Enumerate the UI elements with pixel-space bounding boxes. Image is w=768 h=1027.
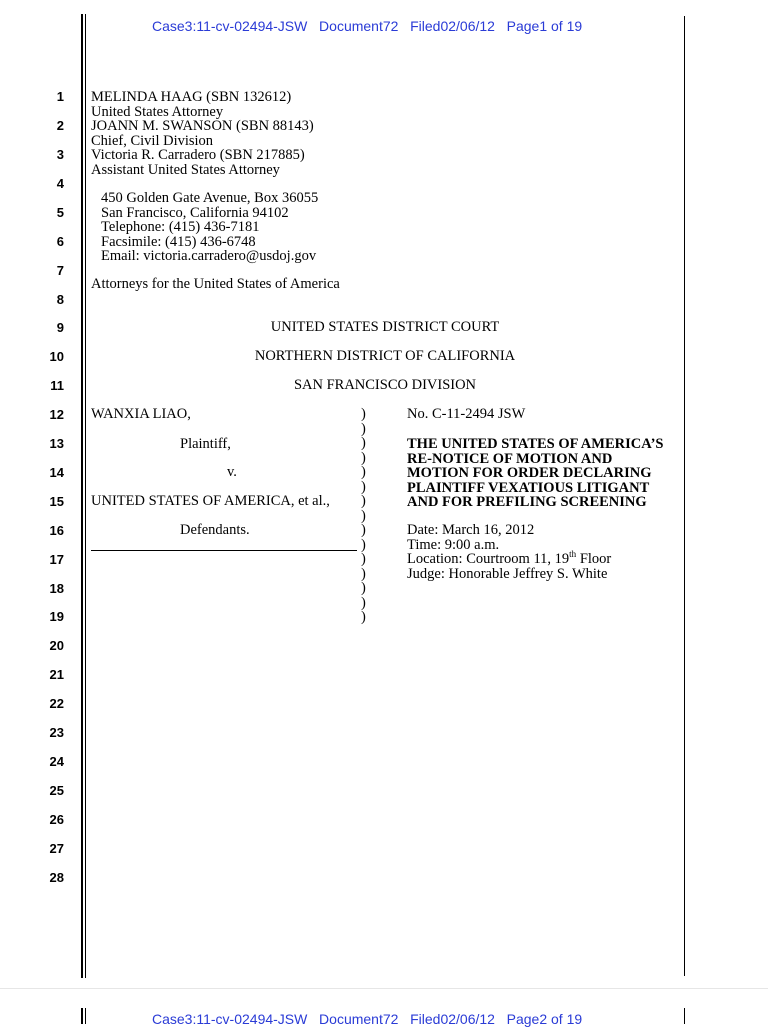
line-number: 3 <box>56 147 64 162</box>
paren: ) <box>361 594 366 611</box>
motion-title <box>407 437 663 510</box>
address-line: Telephone: (415) 436-7181 <box>101 219 260 235</box>
hearing-info <box>407 523 611 581</box>
right-margin-rule <box>684 16 685 976</box>
page-count-header: Page1 of 19 <box>506 18 583 34</box>
attorney-line: Victoria R. Carradero (SBN 217885) <box>91 147 305 163</box>
address-line: Facsimile: (415) 436-6748 <box>101 233 256 250</box>
attorney-line: Chief, Civil Division <box>91 132 214 149</box>
defendant-label: Defendants. <box>180 522 250 538</box>
motion-title-line: THE UNITED STATES OF AMERICA’S <box>407 436 664 452</box>
page2-page-count-header: Page2 of 19 <box>506 1011 583 1027</box>
case-number-header: Case3:11-cv-02494-JSW <box>152 18 308 34</box>
court-district: NORTHERN DISTRICT OF CALIFORNIA <box>254 348 516 364</box>
line-number: 25 <box>49 783 64 798</box>
paren: ) <box>361 464 366 480</box>
page2-header <box>152 1011 582 1027</box>
plaintiff-name: WANXIA LIAO, <box>91 406 191 422</box>
left-margin-rule-outer <box>81 14 83 978</box>
left-margin-rule-inner <box>85 14 86 978</box>
hearing-date: Date: March 16, 2012 <box>407 522 535 538</box>
caption-underline <box>91 550 357 551</box>
line-number: 14 <box>49 465 64 480</box>
attorneys-for-line: Attorneys for the United States of America <box>91 276 340 292</box>
line-number: 8 <box>56 292 64 307</box>
attorney-line: United States Attorney <box>91 103 224 120</box>
line-number: 21 <box>49 667 64 682</box>
line-number: 27 <box>49 841 64 856</box>
motion-title-line: RE-NOTICE OF MOTION AND <box>407 450 613 467</box>
paren: ) <box>361 580 366 596</box>
line-number: 9 <box>56 320 64 335</box>
versus-label: v. <box>227 464 237 480</box>
attorney-line: MELINDA HAAG (SBN 132612) <box>91 89 292 105</box>
paren: ) <box>361 507 366 524</box>
motion-title-line: MOTION FOR ORDER DECLARING <box>407 465 652 481</box>
paren: ) <box>361 435 366 451</box>
attorney-block <box>91 90 314 177</box>
paren: ) <box>361 551 366 567</box>
line-number: 20 <box>49 638 64 653</box>
line-number: 2 <box>56 118 64 133</box>
plaintiff-label: Plaintiff, <box>180 436 231 452</box>
paren: ) <box>361 493 366 509</box>
line-number: 4 <box>56 176 64 191</box>
document-number-header: Document72 <box>319 18 399 34</box>
defendant-name: UNITED STATES OF AMERICA, et al., <box>91 493 330 509</box>
line-number: 11 <box>50 378 64 393</box>
line-number: 26 <box>49 812 64 827</box>
hearing-location: Location: Courtroom 11, 19th Floor <box>407 549 612 567</box>
paren: ) <box>361 478 366 495</box>
caption-parentheses <box>361 407 366 625</box>
hearing-time: Time: 9:00 a.m. <box>407 536 500 553</box>
line-number: 1 <box>56 89 64 104</box>
page2-left-margin-rule-inner <box>85 1008 86 1024</box>
address-line: San Francisco, California 94102 <box>101 204 289 221</box>
line-number: 18 <box>49 581 64 596</box>
page2-left-margin-rule-outer <box>81 1008 83 1024</box>
filed-date-header: Filed02/06/12 <box>410 18 495 34</box>
page2-document-number-header: Document72 <box>319 1011 399 1027</box>
line-number: 22 <box>49 696 64 711</box>
paren: ) <box>361 420 366 437</box>
hearing-judge: Judge: Honorable Jeffrey S. White <box>407 565 608 582</box>
attorney-line: Assistant United States Attorney <box>91 161 280 178</box>
page-header <box>152 18 582 34</box>
paren: ) <box>361 536 366 553</box>
line-number: 10 <box>49 349 64 364</box>
court-division: SAN FRANCISCO DIVISION <box>293 377 477 393</box>
page2-case-number-header: Case3:11-cv-02494-JSW <box>152 1011 308 1027</box>
attorney-line: JOANN M. SWANSON (SBN 88143) <box>91 118 314 134</box>
line-number: 17 <box>49 552 64 567</box>
line-number: 5 <box>56 205 64 220</box>
paren: ) <box>361 609 366 625</box>
line-number: 13 <box>49 436 64 451</box>
line-number: 15 <box>49 494 64 509</box>
line-number: 12 <box>49 407 64 422</box>
page-separator <box>0 988 768 989</box>
page2-right-margin-rule <box>684 1008 685 1024</box>
motion-title-line: AND FOR PREFILING SCREENING <box>407 494 647 510</box>
line-number: 6 <box>56 234 64 249</box>
court-name: UNITED STATES DISTRICT COURT <box>270 319 500 335</box>
address-line: 450 Golden Gate Avenue, Box 36055 <box>101 190 319 206</box>
line-number: 7 <box>56 263 64 278</box>
page2-filed-date-header: Filed02/06/12 <box>410 1011 495 1027</box>
case-number: No. C-11-2494 JSW <box>407 406 526 422</box>
line-number: 16 <box>49 523 64 538</box>
paren: ) <box>361 522 366 538</box>
line-number: 28 <box>49 870 64 885</box>
email-line: Email: victoria.carradero@usdoj.gov <box>101 248 317 264</box>
paren: ) <box>361 565 366 582</box>
address-block <box>101 191 318 264</box>
motion-title-line: PLAINTIFF VEXATIOUS LITIGANT <box>407 479 650 496</box>
line-number: 23 <box>49 725 64 740</box>
line-number: 24 <box>49 754 64 769</box>
line-number: 19 <box>49 609 64 624</box>
paren: ) <box>361 449 366 466</box>
paren: ) <box>361 406 366 422</box>
